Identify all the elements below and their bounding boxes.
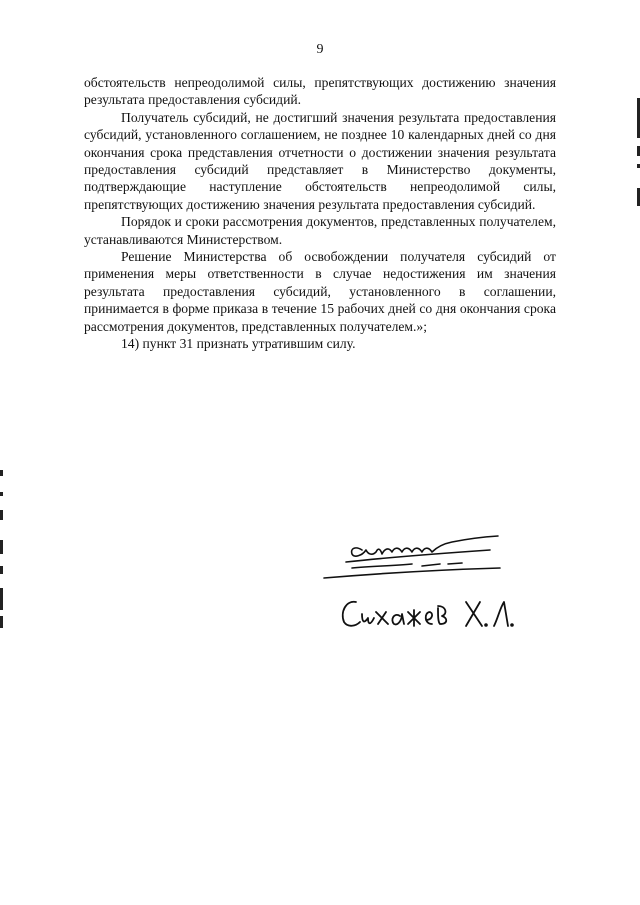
paragraph-ministry-decision: Решение Министерства об освобождении получателя субсидий от применения меры ответственности в случае недостижения им значения результата предоставления субсидий, установленного в соглашении, принимается в форме приказа в течение 15 рабочих дней со дня окончания срока рассмотрения документов, представленных получателем.»;	[84, 249, 556, 334]
paragraph-continuation: обстоятельств непреодолимой силы, препятствующих достижению значения результата предоставления субсидий.	[84, 75, 556, 108]
page-number: 9	[316, 42, 324, 57]
paragraph-review-procedure: Порядок и сроки рассмотрения документов, представленных получателем, устанавливаются Министерством.	[84, 214, 556, 247]
document-body	[84, 74, 556, 353]
scan-edge-marks-left	[0, 470, 3, 630]
paragraph-item-14: 14) пункт 31 признать утратившим силу.	[121, 336, 356, 352]
handwritten-name-image	[340, 594, 530, 638]
signature-image	[322, 528, 512, 590]
paragraph-recipient-obligation: Получатель субсидий, не достигший значения результата предоставления субсидий, установленного соглашением, не позднее 10 календарных дней со дня окончания срока представления отчетности о достижении значения результата предоставления субсидий представляет в Министерство документы, подтверждающие наступление обстоятельств непреодолимой силы, препятствующих достижению значения результата предоставления субсидий.	[84, 109, 556, 212]
